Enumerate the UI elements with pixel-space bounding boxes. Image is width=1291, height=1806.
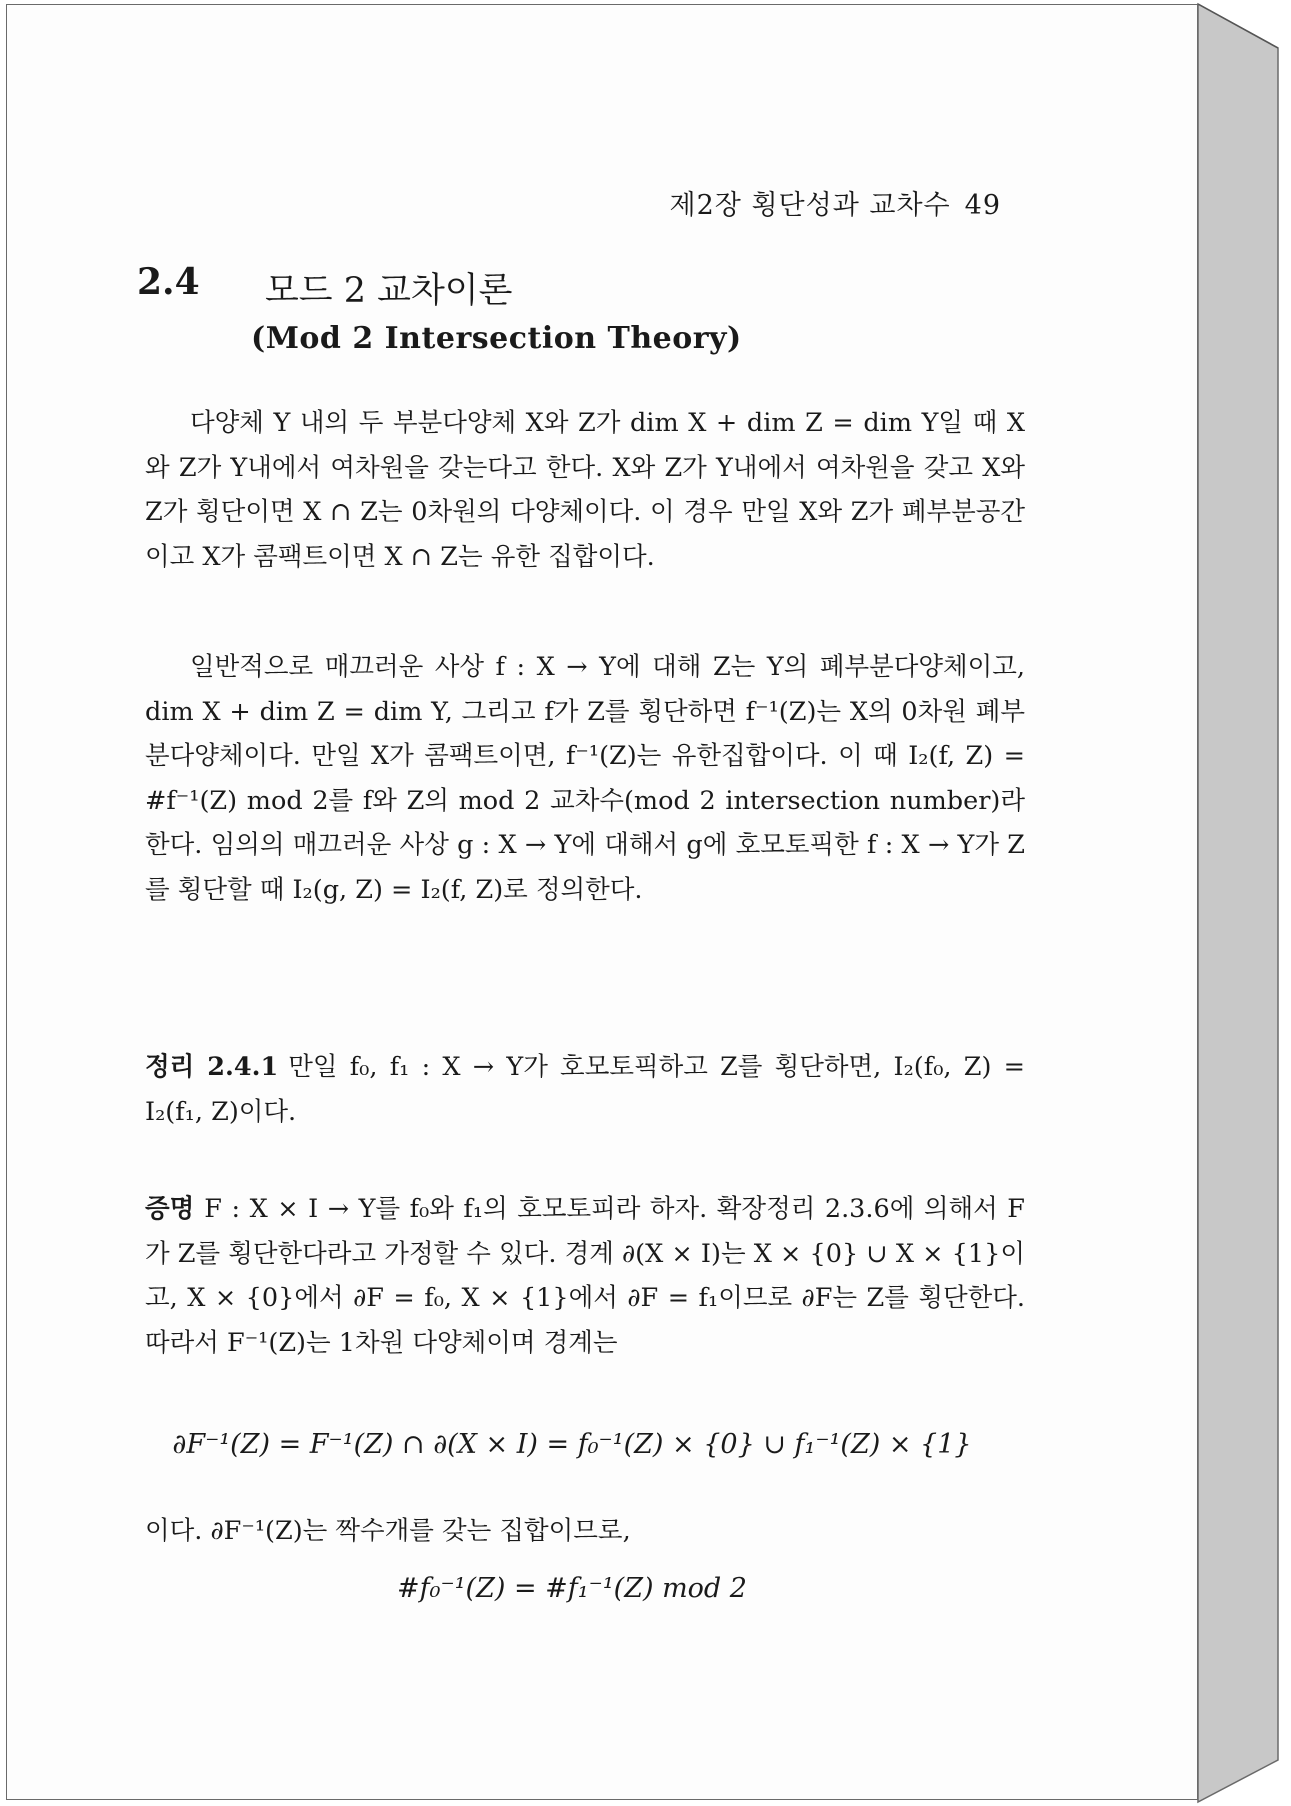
paragraph-intersection-number: 일반적으로 매끄러운 사상 f : X → Y에 대해 Z는 Y의 폐부분다양체이고, dim X + dim Z = dim Y, 그리고 f가 Z를 횡단하면 f⁻¹(Z)는 X의 0차원 폐부분다양체이다. 만일 X가 콤팩트이면, f⁻¹(Z)는 유한집합이다. 이 때 I₂(f, Z) = #f⁻¹(Z) mod 2를 f와 Z의 mod 2 교차수(mod 2 intersection number)라 한다. 임의의 매끄러운 사상 g : X → Y에 대해서 g에 호모토픽한 f : X → Y가 Z를 횡단할 때 I₂(g, Z) = I₂(f, Z)로 정의한다. xyxy=(145,652,1025,905)
proof-text: F : X × I → Y를 f₀와 f₁의 호모토피라 하자. 확장정리 2.3.6에 의해서 F가 Z를 횡단한다라고 가정할 수 있다. 경계 ∂(X × I)는 X × {0} ∪ X × {1}이고, X × {0}에서 ∂F = f₀, X × {1}에서 ∂F = f₁이므로 ∂F는 Z를 횡단한다. 따라서 F⁻¹(Z)는 1차원 다양체이며 경계는 xyxy=(145,1194,1025,1358)
proof xyxy=(145,1187,1025,1365)
equation-mod2: #f₀⁻¹(Z) = #f₁⁻¹(Z) mod 2 xyxy=(397,1573,747,1604)
section-title: 모드 2 교차이론 xyxy=(265,271,513,311)
theorem-text: 만일 f₀, f₁ : X → Y가 호모토픽하고 Z를 횡단하면, I₂(f₀, Z) = I₂(f₁, Z)이다. xyxy=(145,1052,1025,1127)
theorem-label: 정리 2.4.1 xyxy=(145,1052,279,1082)
book-page xyxy=(6,4,1198,1800)
proof-conclusion-text: 이다. ∂F⁻¹(Z)는 짝수개를 갖는 집합이므로, xyxy=(145,1516,631,1546)
paragraph-codimension: 다양체 Y 내의 두 부분다양체 X와 Z가 dim X + dim Z = dim Y일 때 X와 Z가 Y내에서 여차원을 갖는다고 한다. X와 Z가 Y내에서 여차원을 갖고 X와 Z가 횡단이면 X ∩ Z는 0차원의 다양체이다. 이 경우 만일 X와 Z가 폐부분공간이고 X가 콤팩트이면 X ∩ Z는 유한 집합이다. xyxy=(145,408,1025,572)
equation-boundary: ∂F⁻¹(Z) = F⁻¹(Z) ∩ ∂(X × I) = f₀⁻¹(Z) × {0} ∪ f₁⁻¹(Z) × {1} xyxy=(172,1429,972,1460)
section-subtitle: (Mod 2 Intersection Theory) xyxy=(251,321,742,356)
running-head xyxy=(670,183,1001,222)
chapter-title: 제2장 횡단성과 교차수 xyxy=(669,190,951,221)
proof-label: 증명 xyxy=(145,1194,195,1224)
theorem-2-4-1 xyxy=(145,1045,1025,1134)
section-number: 2.4 xyxy=(137,261,200,303)
page-number: 49 xyxy=(964,190,1001,221)
